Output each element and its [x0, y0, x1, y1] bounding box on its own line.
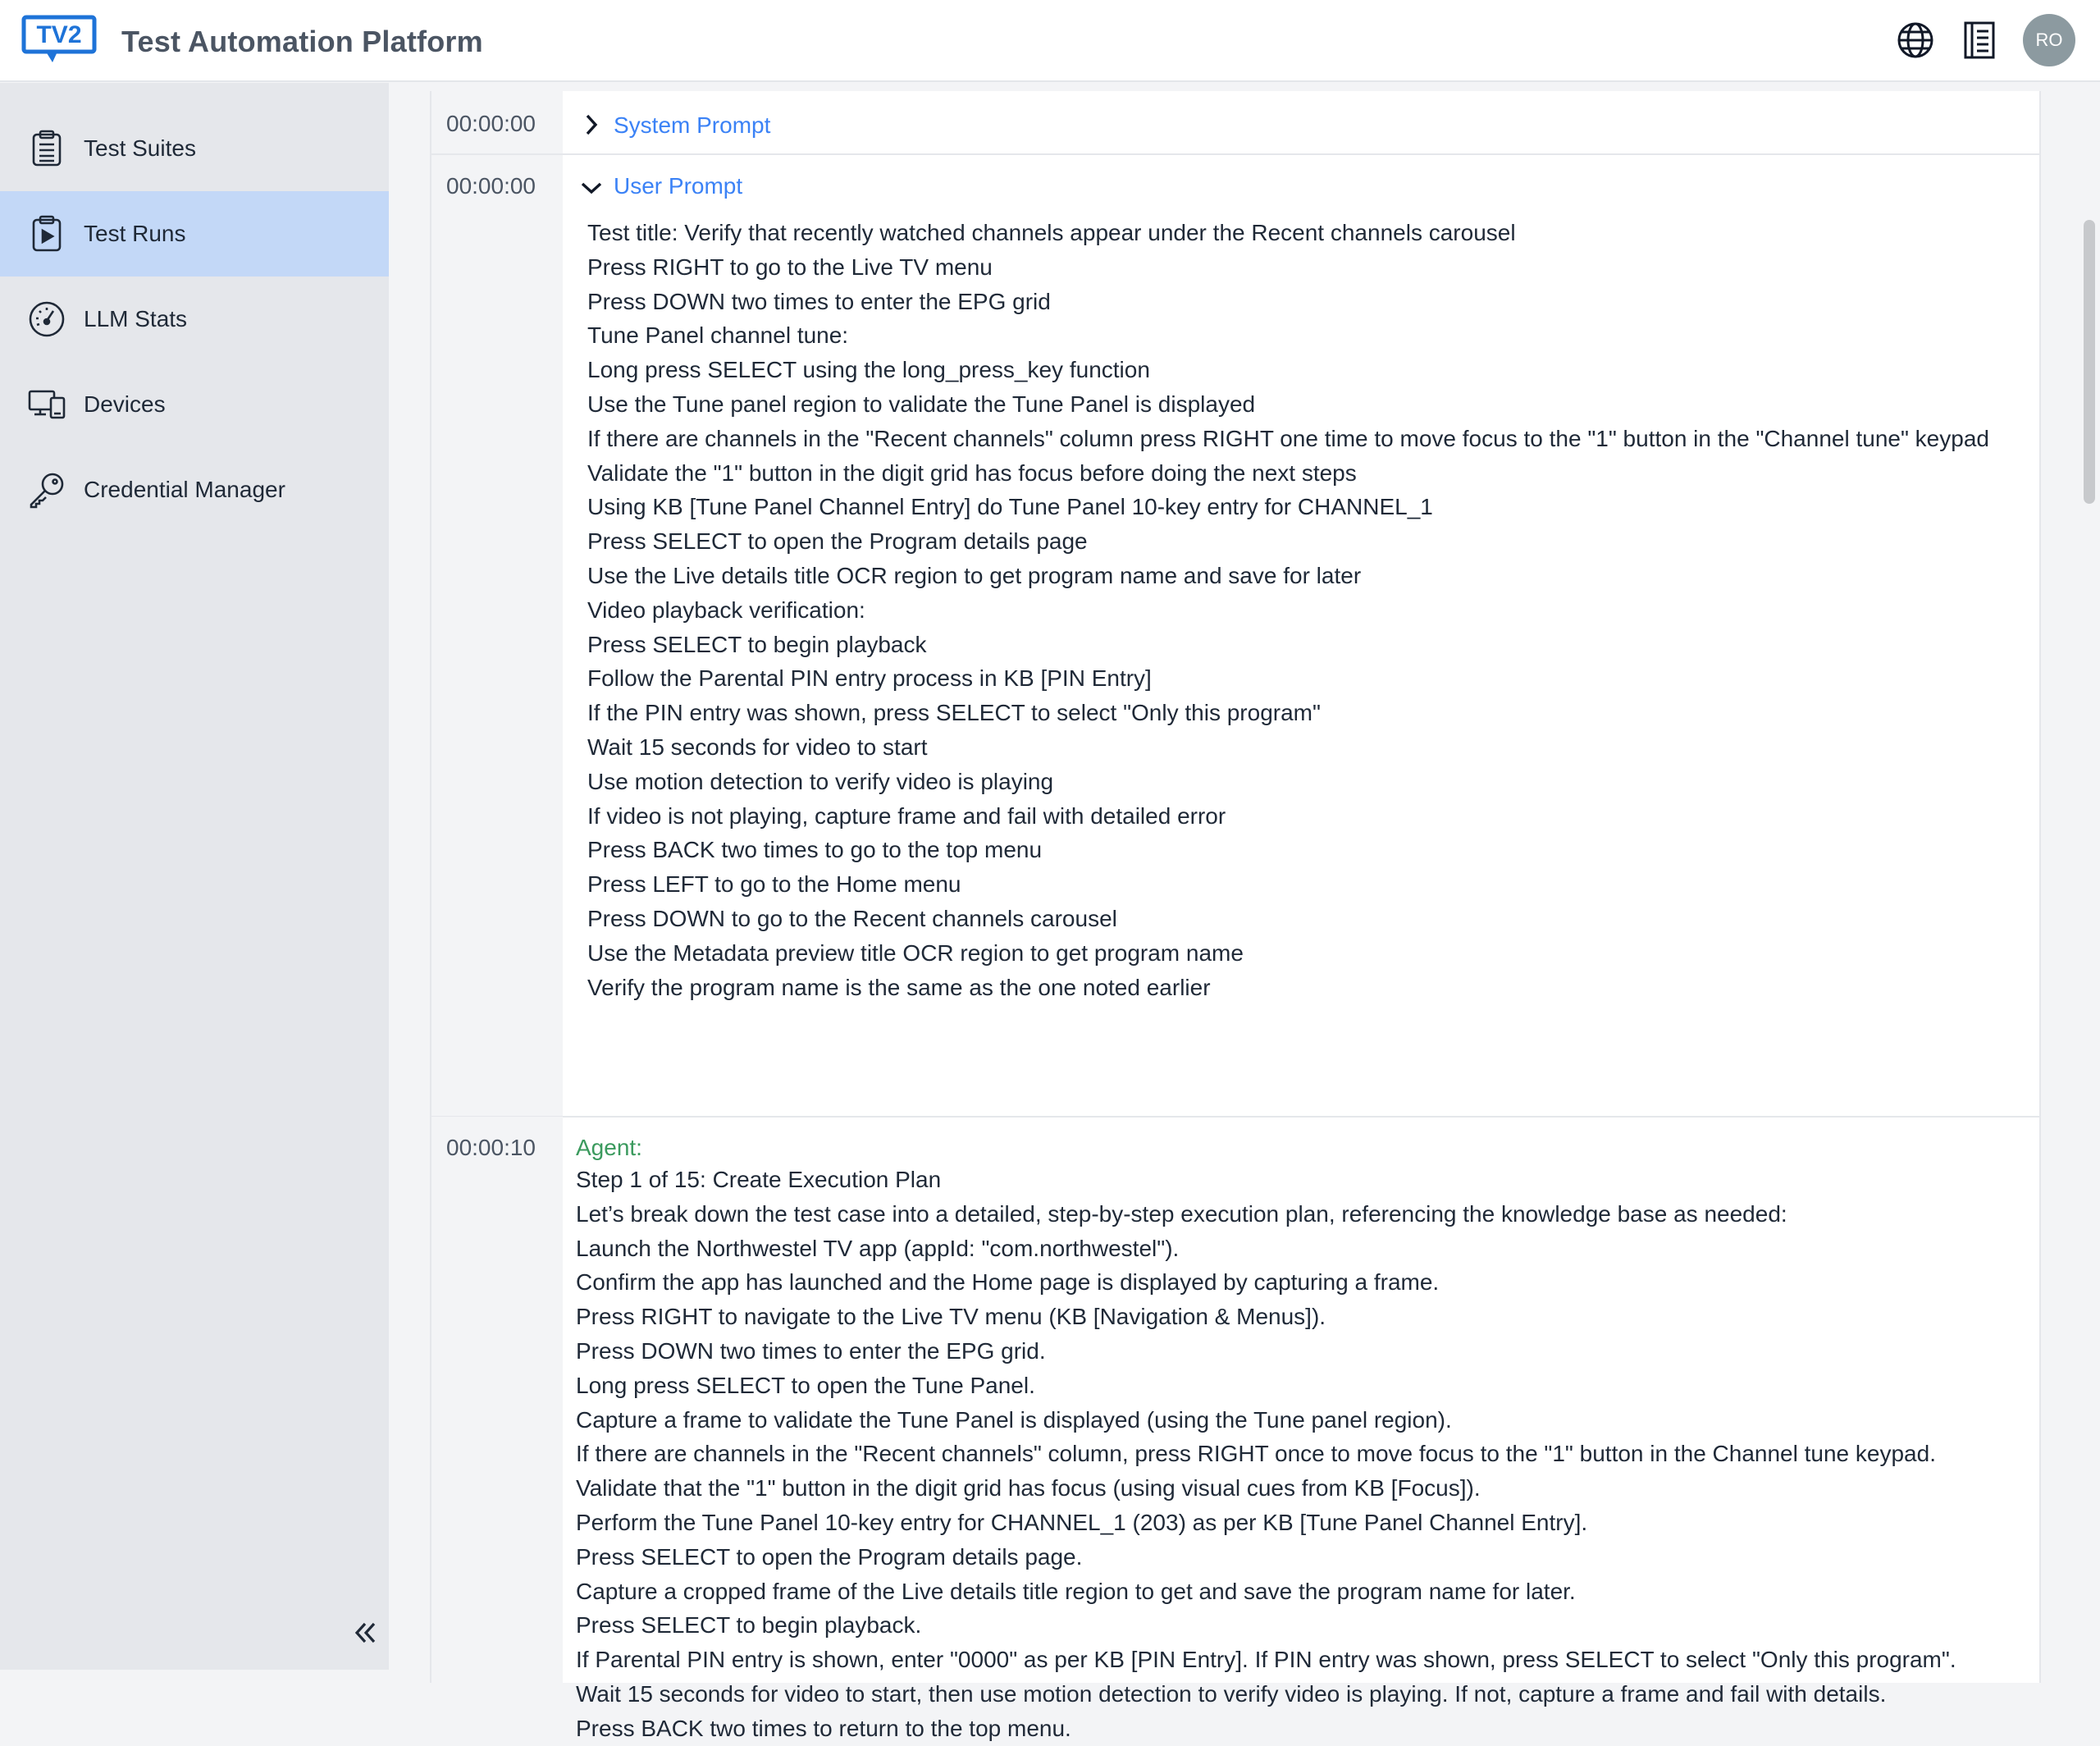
user-prompt-line: Press SELECT to begin playback: [587, 631, 927, 657]
log-row-agent: [431, 1117, 2039, 1741]
user-prompt-line: Test title: Verify that recently watched channels appear under the Recent channels carousel: [587, 220, 1516, 245]
user-prompt-line: Press DOWN two times to enter the EPG grid: [587, 288, 1051, 314]
sidebar-item-devices[interactable]: [0, 362, 389, 447]
user-prompt-line: If the PIN entry was shown, press SELECT to select "Only this program": [587, 700, 1321, 726]
user-prompt-toggle[interactable]: User Prompt: [614, 173, 743, 199]
sidebar-item-label: Credential Manager: [84, 477, 285, 502]
sidebar-item-label: LLM Stats: [84, 306, 188, 331]
svg-text:TV2: TV2: [36, 21, 82, 48]
gauge-icon: [28, 300, 66, 338]
user-prompt-line: Press DOWN to go to the Recent channels carousel: [587, 905, 1117, 931]
user-prompt-line: Use the Live details title OCR region to get program name and save for later: [587, 562, 1362, 588]
agent-message-line: If Parental PIN entry is shown, enter "0000" as per KB [PIN Entry]. If PIN entry was shown, press SELECT to select "Only this program".: [576, 1647, 1956, 1673]
sidebar: [0, 83, 389, 1670]
app-title: Test Automation Platform: [121, 25, 483, 58]
system-prompt-toggle[interactable]: System Prompt: [614, 112, 771, 138]
log-row-system-prompt: [431, 91, 2039, 153]
agent-label: Agent:: [576, 1135, 642, 1160]
log-timestamp: 00:00:00: [446, 111, 536, 136]
agent-message-line: Press SELECT to begin playback.: [576, 1612, 922, 1639]
clipboard-list-icon: [28, 130, 66, 167]
agent-message-line: Wait 15 seconds for video to start, then use motion detection to verify video is playing. If not, capture a frame and fail with details.: [576, 1680, 1887, 1707]
user-prompt-line: Press SELECT to open the Program details page: [587, 528, 1088, 555]
chevron-right-icon[interactable]: [579, 112, 604, 137]
sidebar-item-label: Devices: [84, 391, 166, 417]
sidebar-item-llm-stats[interactable]: [0, 277, 389, 362]
agent-message-line: If there are channels in the "Recent channels" column, press RIGHT once to move focus to the "1" button in the Channel tune keypad.: [576, 1441, 1936, 1467]
sidebar-item-test-suites[interactable]: [0, 106, 389, 191]
agent-message-line: Launch the Northwestel TV app (appId: "com.northwestel").: [576, 1235, 1180, 1261]
collapse-sidebar-button[interactable]: [348, 1616, 382, 1650]
clipboard-play-icon: [28, 215, 66, 253]
key-icon: [28, 471, 66, 509]
user-prompt-line: Use the Tune panel region to validate the Tune Panel is displayed: [587, 391, 1256, 417]
main-content: [389, 83, 2100, 1741]
sidebar-item-credential-manager[interactable]: [0, 447, 389, 532]
agent-message-line: Capture a cropped frame of the Live details title region to get and save the program name for later.: [576, 1578, 1576, 1604]
book-icon[interactable]: [1956, 16, 2003, 64]
user-prompt-line: Use motion detection to verify video is playing: [587, 768, 1054, 794]
user-prompt-line: If video is not playing, capture frame and fail with detailed error: [587, 802, 1226, 829]
user-prompt-line: Press LEFT to go to the Home menu: [587, 871, 961, 898]
sidebar-item-label: Test Suites: [84, 135, 196, 161]
agent-message-line: Perform the Tune Panel 10-key entry for CHANNEL_1 (203) as per KB [Tune Panel Channel Entry].: [576, 1509, 1588, 1535]
chevron-down-icon[interactable]: [579, 176, 604, 200]
scrollbar-thumb[interactable]: [2084, 220, 2095, 504]
user-prompt-line: If there are channels in the "Recent channels" column press RIGHT one time to move focus to the "1" button in the "Channel tune" keypad: [587, 425, 1989, 451]
agent-message-line: Press DOWN two times to enter the EPG grid.: [576, 1337, 1046, 1364]
user-prompt-line: Video playback verification:: [587, 596, 865, 623]
user-prompt-line: Using KB [Tune Panel Channel Entry] do Tune Panel 10-key entry for CHANNEL_1: [587, 494, 1433, 520]
agent-message-line: Validate that the "1" button in the digit grid has focus (using visual cues from KB [Focus]).: [576, 1475, 1481, 1501]
user-prompt-line: Press RIGHT to go to the Live TV menu: [587, 254, 993, 280]
user-prompt-line: Tune Panel channel tune:: [587, 322, 849, 349]
run-log-panel: [430, 91, 2041, 1741]
agent-message-line: Capture a frame to validate the Tune Panel is displayed (using the Tune panel region).: [576, 1406, 1452, 1433]
user-prompt-line: Validate the "1" button in the digit grid has focus before doing the next steps: [587, 459, 1357, 486]
agent-message-line: Step 1 of 15: Create Execution Plan: [576, 1167, 942, 1192]
tv2-logo[interactable]: [21, 15, 97, 66]
log-row-user-prompt: [431, 155, 2039, 1117]
devices-icon: [28, 386, 66, 423]
user-prompt-line: Wait 15 seconds for video to start: [587, 734, 928, 760]
user-prompt-line: Verify the program name is the same as the one noted earlier: [587, 974, 1211, 1000]
user-prompt-line: Follow the Parental PIN entry process in KB [PIN Entry]: [587, 665, 1152, 692]
agent-message-line: Press BACK two times to return to the top menu.: [576, 1715, 1071, 1741]
user-prompt-body: [587, 216, 2031, 1004]
agent-message-line: Long press SELECT to open the Tune Panel.: [576, 1372, 1035, 1398]
sidebar-item-label: Test Runs: [84, 221, 186, 246]
agent-message-line: Confirm the app has launched and the Home page is displayed by capturing a frame.: [576, 1269, 1440, 1296]
agent-message-body: [576, 1163, 2036, 1746]
user-prompt-line: Use the Metadata preview title OCR region to get program name: [587, 939, 1244, 966]
user-prompt-line: Long press SELECT using the long_press_key function: [587, 357, 1150, 383]
double-chevron-left-icon: [351, 1619, 379, 1647]
agent-message-line: Let’s break down the test case into a detailed, step-by-step execution plan, referencing the knowledge base as needed:: [576, 1200, 1787, 1227]
log-timestamp: 00:00:00: [446, 173, 536, 199]
agent-message-line: Press RIGHT to navigate to the Live TV menu (KB [Navigation & Menus]).: [576, 1304, 1326, 1330]
globe-icon[interactable]: [1892, 16, 1939, 64]
sidebar-item-test-runs[interactable]: [0, 191, 389, 277]
top-header: [0, 0, 2100, 82]
user-prompt-line: Press BACK two times to go to the top menu: [587, 837, 1043, 863]
user-avatar[interactable]: RO: [2023, 14, 2075, 66]
agent-message-line: Press SELECT to open the Program details page.: [576, 1543, 1083, 1570]
log-timestamp: 00:00:10: [446, 1135, 536, 1160]
